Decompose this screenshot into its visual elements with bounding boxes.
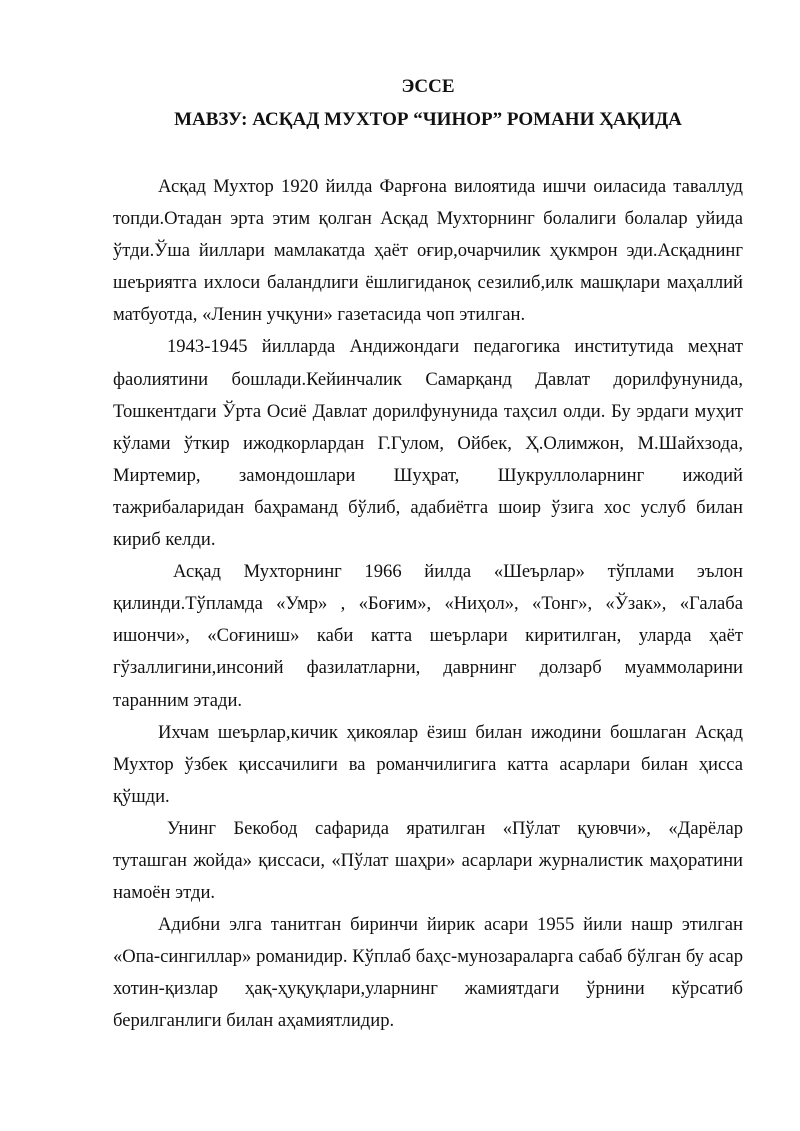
paragraph: Асқад Мухтор 1920 йилда Фарғона вилоятида ишчи оиласида таваллуд топди.Отадан эрта этим қолган Асқад Мухторнинг болалиги болалар уйида ўтди.Ўша йиллари мамлакатда ҳаёт оғир,очарчилик ҳукмрон эди.Асқаднинг шеъриятга ихлоси баландлиги ёшлигиданоқ сезилиб,илк машқлари маҳаллий матбуотда, «Ленин учқуни» газетасида чоп этилган.	[113, 176, 743, 326]
paragraph: Асқад Мухторнинг 1966 йилда «Шеърлар» тўплами эълон қилинди.Тўпламда «Умр» , «Боғим», «Ниҳол», «Тонг», «Ўзак», «Галаба ишончи», «Соғиниш» каби катта шеърлари киритилган, уларда ҳаёт гўзаллигини,инсоний фазилатларни, даврнинг долзарб муаммоларини таранним этади.	[113, 561, 743, 711]
paragraph: Ихчам шеърлар,кичик ҳикоялар ёзиш билан ижодини бошлаган Асқад Мухтор ўзбек қиссачилиги ва романчилигига катта асарлари билан ҳисса қўшди.	[113, 721, 743, 807]
paragraph: Унинг Бекобод сафарида яратилган «Пўлат қуювчи», «Дарёлар туташган жойда» қиссаси, «Пўлат шаҳри» асарлари журналистик маҳоратини намоён этди.	[113, 817, 743, 904]
paragraph: Адибни элга танитган биринчи йирик асари 1955 йили нашр этилган «Опа-сингиллар» романидир. Кўплаб баҳс-мунозараларга сабаб бўлган бу асар хотин-қизлар ҳақ-ҳуқуқлари,уларнинг жамиятдаги ўрнини кўрсатиб берилганлиги билан аҳамиятлидир.	[113, 914, 743, 1032]
document-subtitle: МАВЗУ: АСҚАД МУХТОР “ЧИНОР” РОМАНИ ҲАҚИДА	[174, 109, 682, 130]
essay-body	[113, 171, 743, 1038]
paragraph: 1943-1945 йилларда Андижондаги педагогика институтида меҳнат фаолиятини бошлади.Кейинчалик Самарқанд Давлат дорилфунунида, Тошкентдаги Ўрта Осиё Давлат дорилфунунида таҳсил олди. Бу эрдаги муҳит кўлами ўткир ижодкорлардан Г.Гулом, Ойбек, Ҳ.Олимжон, М.Шайхзода, Миртемир, замондошлари Шуҳрат, Шукруллоларнинг ижодий тажрибаларидан баҳраманд бўлиб, адабиётга шоир ўзига хос услуб билан кириб келди.	[113, 336, 743, 551]
document-title: ЭССЕ	[401, 76, 455, 97]
